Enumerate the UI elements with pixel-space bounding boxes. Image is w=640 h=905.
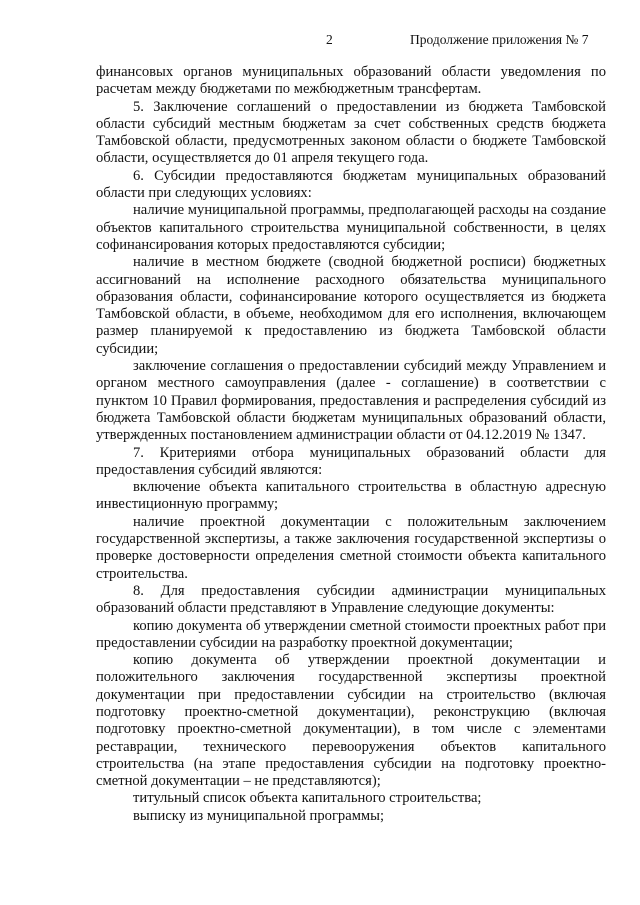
paragraph: титульный список объекта капитального строительства; <box>133 790 482 807</box>
page-number: 2 <box>326 32 333 47</box>
paragraph: 6. Субсидии предоставляются бюджетам муниципальных образований области при следующих условиях: <box>96 167 606 202</box>
page-header <box>0 32 640 52</box>
paragraph: 7. Критериями отбора муниципальных образований области для предоставления субсидий являются: <box>96 444 606 478</box>
paragraph: копию документа об утверждении проектной документации и положительного заключения государственной экспертизы проектной документации при предоставлении субсидии на строительство (включая подготовку проектно-сметной документации), реконструкцию (включая подготовку проектно-сметной документации), в том числе с элементами реставрации, технического перевооружения объектов капитального строительства (на этапе предоставления субсидии на подготовку проектно-сметной документации – не представляются); <box>96 652 606 790</box>
paragraph: заключение соглашения о предоставлении субсидий между Управлением и органом местного самоуправления (далее - соглашение) в соответствии с пунктом 10 Правил формирования, предоставления и распределения субсидий из бюджета Тамбовской области бюджетам муниципальных образований области, утвержденных постановлением администрации области от 04.12.2019 № 1347. <box>96 358 606 444</box>
paragraph: копию документа об утверждении сметной стоимости проектных работ при предоставлении субсидии на разработку проектной документации; <box>96 617 606 651</box>
paragraph: наличие муниципальной программы, предполагающей расходы на создание объектов капитального строительства муниципальной собственности, в целях софинансирования которых предоставляются субсидии; <box>96 202 607 253</box>
paragraph: наличие в местном бюджете (сводной бюджетной росписи) бюджетных ассигнований на исполнение расходного обязательства муниципального образования области, софинансирование которого осуществляется из бюджета Тамбовской области, в объеме, необходимом для его исполнения, включающем размер планируемой к предоставлению из бюджета Тамбовской области субсидии; <box>96 254 606 357</box>
paragraph: финансовых органов муниципальных образований области уведомления по расчетам между бюджетами по межбюджетным трансфертам. <box>96 64 606 98</box>
paragraph: включение объекта капитального строительства в областную адресную инвестиционную программу; <box>96 479 606 513</box>
document-body <box>96 64 606 825</box>
paragraph: 8. Для предоставления субсидии администрации муниципальных образований области представляют в Управление следующие документы: <box>96 582 606 617</box>
paragraph: выписку из муниципальной программы; <box>133 807 385 824</box>
appendix-continuation-label: Продолжение приложения № 7 <box>410 32 589 47</box>
paragraph: 5. Заключение соглашений о предоставлении из бюджета Тамбовской области субсидий местным бюджетам за счет собственных средств бюджета Тамбовской области, предусмотренных законом области о бюджете Тамбовской области, осуществляется до 01 апреля текущего года. <box>96 98 606 167</box>
paragraph: наличие проектной документации с положительным заключением государственной экспертизы, а также заключения государственной экспертизы о проверке достоверности определения сметной стоимости объекта капитального строительства. <box>96 513 606 582</box>
